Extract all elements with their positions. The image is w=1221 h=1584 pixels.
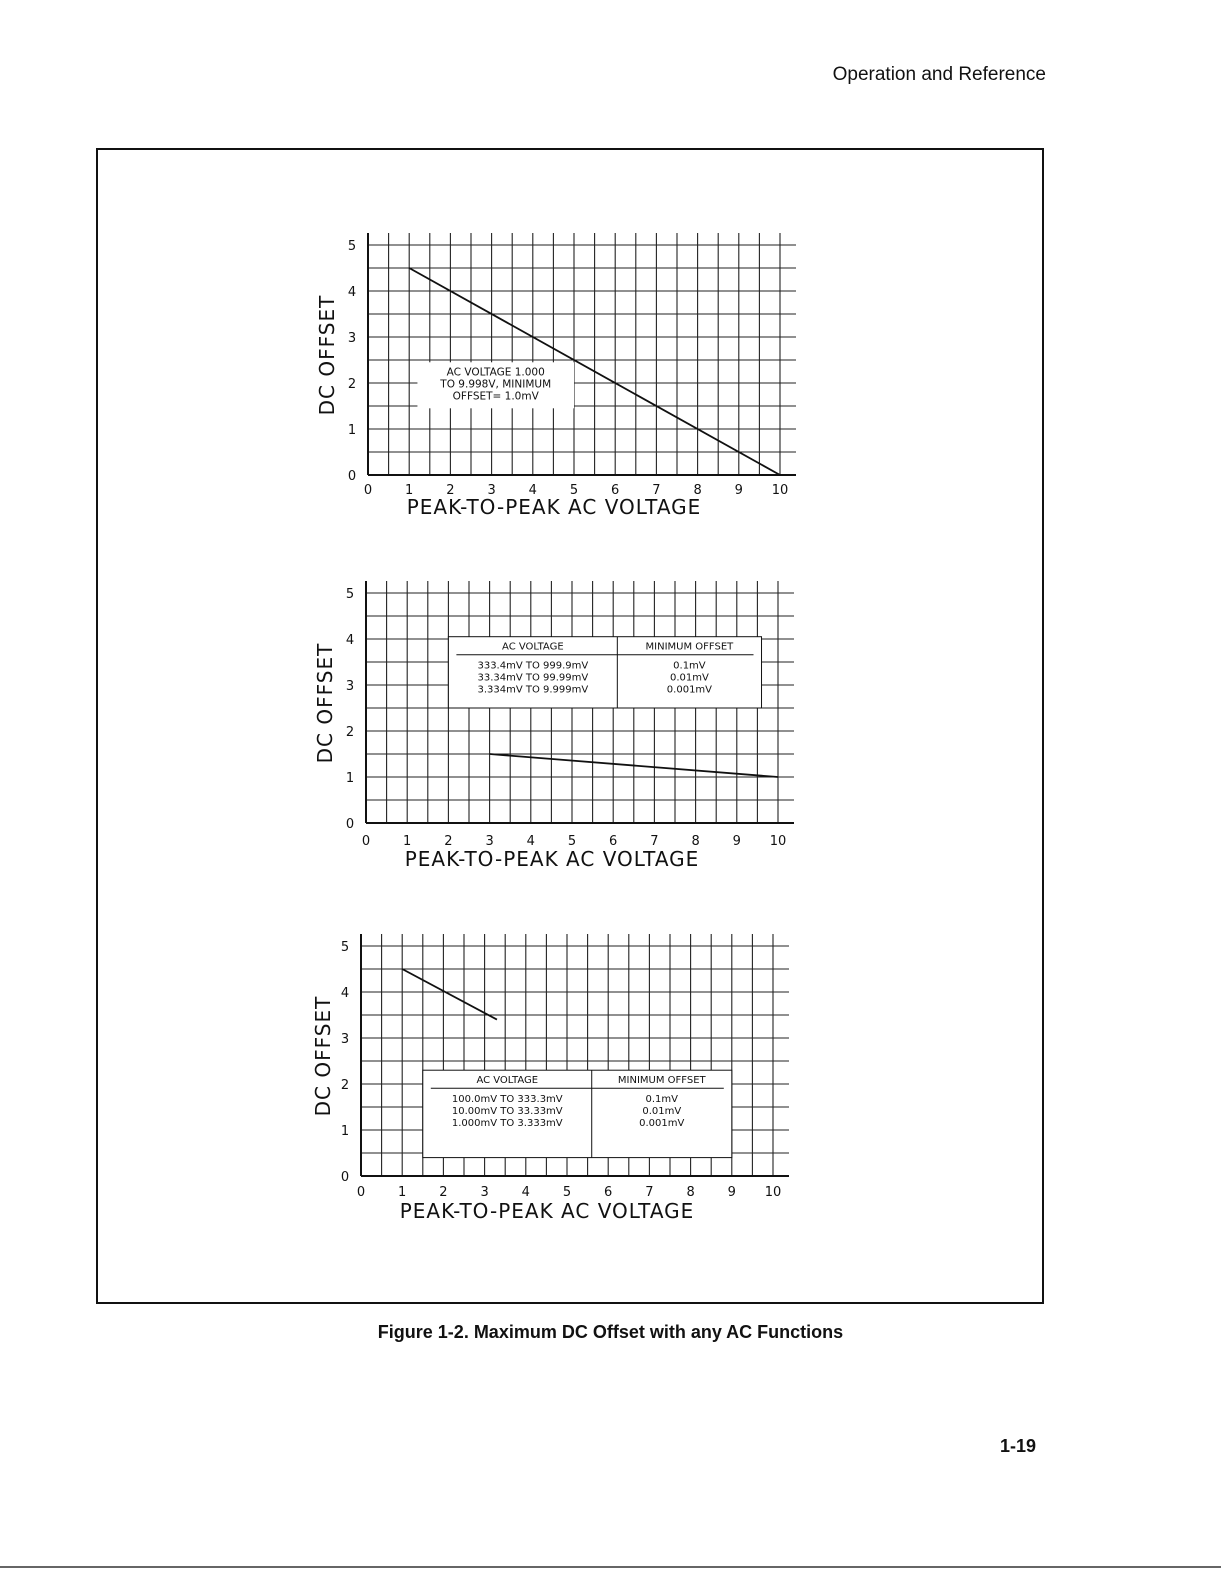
footer-rule (0, 1566, 1221, 1568)
y-tick-label: 2 (345, 725, 355, 740)
x-tick-label: 2 (439, 1185, 448, 1200)
y-tick-label: 0 (340, 1170, 350, 1185)
x-tick-label: 9 (734, 483, 743, 498)
annotation-line: AC VOLTAGE 1.000 (446, 366, 545, 379)
table-header: AC VOLTAGE (476, 1075, 539, 1087)
series-line (402, 969, 497, 1020)
table-cell-voltage: 333.4mV TO 999.9mV (477, 660, 589, 672)
y-axis-label: DC OFFSET (315, 294, 339, 416)
y-tick-label: 5 (345, 587, 355, 602)
x-tick-label: 0 (356, 1185, 366, 1200)
annotation-line: OFFSET= 1.0mV (452, 390, 539, 403)
y-tick-label: 0 (347, 469, 357, 484)
x-tick-label: 4 (526, 834, 535, 849)
y-tick-label: 5 (340, 940, 350, 955)
table-cell-voltage: 33.34mV TO 99.99mV (477, 672, 589, 684)
x-tick-label: 1 (405, 483, 414, 498)
x-tick-label: 5 (569, 483, 579, 498)
table-cell-offset: 0.001mV (639, 1118, 685, 1130)
page-number: 1-19 (999, 1436, 1036, 1456)
x-tick-label: 0 (361, 834, 371, 849)
x-tick-label: 1 (403, 834, 412, 849)
x-tick-label: 1 (398, 1185, 407, 1200)
x-tick-label: 7 (652, 483, 661, 498)
x-tick-label: 4 (528, 483, 537, 498)
table-cell-voltage: 1.000mV TO 3.333mV (451, 1118, 563, 1130)
chart-3 (311, 934, 789, 1223)
x-tick-label: 6 (611, 483, 620, 498)
y-tick-label: 3 (345, 679, 355, 694)
chart-1 (315, 233, 796, 519)
x-axis-label: PEAK-TO-PEAK AC VOLTAGE (406, 495, 702, 519)
x-tick-label: 9 (727, 1185, 736, 1200)
y-tick-label: 4 (347, 285, 357, 300)
table-header: MINIMUM OFFSET (645, 641, 734, 653)
y-tick-label: 0 (345, 817, 355, 832)
y-tick-label: 3 (347, 331, 357, 346)
x-tick-label: 7 (650, 834, 659, 849)
y-tick-label: 4 (345, 633, 355, 648)
y-tick-label: 1 (340, 1124, 350, 1139)
y-tick-label: 5 (347, 239, 357, 254)
offset-table (423, 1070, 732, 1157)
offset-table (448, 637, 761, 708)
x-tick-label: 3 (487, 483, 496, 498)
figure-caption: Figure 1-2. Maximum DC Offset with any AC Functions (377, 1322, 844, 1342)
y-tick-label: 3 (340, 1032, 350, 1047)
x-tick-label: 7 (645, 1185, 654, 1200)
table-cell-offset: 0.1mV (673, 660, 706, 672)
chart-grid (368, 233, 796, 475)
x-tick-label: 4 (521, 1185, 530, 1200)
y-tick-label: 2 (340, 1078, 350, 1093)
table-cell-voltage: 3.334mV TO 9.999mV (477, 684, 589, 696)
x-tick-label: 9 (732, 834, 741, 849)
x-tick-label: 3 (480, 1185, 489, 1200)
x-tick-label: 2 (446, 483, 455, 498)
y-axis-label: DC OFFSET (311, 995, 335, 1117)
table-header: MINIMUM OFFSET (617, 1075, 706, 1087)
x-tick-label: 8 (686, 1185, 695, 1200)
x-tick-label: 10 (764, 1185, 782, 1200)
annotation-line: TO 9.998V, MINIMUM (440, 378, 552, 391)
x-tick-label: 3 (485, 834, 494, 849)
x-tick-label: 10 (771, 483, 789, 498)
x-tick-label: 6 (609, 834, 618, 849)
x-axis-label: PEAK-TO-PEAK AC VOLTAGE (399, 1199, 695, 1223)
y-axis-label: DC OFFSET (313, 642, 337, 764)
x-tick-label: 0 (363, 483, 373, 498)
table-cell-offset: 0.01mV (642, 1106, 682, 1118)
y-tick-label: 1 (347, 423, 357, 438)
y-tick-label: 1 (345, 771, 355, 786)
y-tick-label: 4 (340, 986, 350, 1001)
y-tick-label: 2 (347, 377, 357, 392)
x-tick-label: 2 (444, 834, 453, 849)
x-tick-label: 10 (769, 834, 787, 849)
table-cell-offset: 0.1mV (645, 1094, 679, 1106)
table-cell-voltage: 100.0mV TO 333.3mV (451, 1094, 563, 1106)
table-cell-offset: 0.01mV (669, 672, 709, 684)
chart-2 (313, 581, 794, 871)
running-header: Operation and Reference (832, 64, 1046, 85)
x-tick-label: 8 (693, 483, 702, 498)
table-cell-voltage: 10.00mV TO 33.33mV (451, 1106, 563, 1118)
x-tick-label: 6 (604, 1185, 613, 1200)
x-tick-label: 5 (562, 1185, 572, 1200)
table-header: AC VOLTAGE (502, 641, 564, 653)
x-axis-label: PEAK-TO-PEAK AC VOLTAGE (404, 847, 700, 871)
x-tick-label: 5 (567, 834, 577, 849)
x-tick-label: 8 (691, 834, 700, 849)
table-cell-offset: 0.001mV (666, 684, 713, 696)
